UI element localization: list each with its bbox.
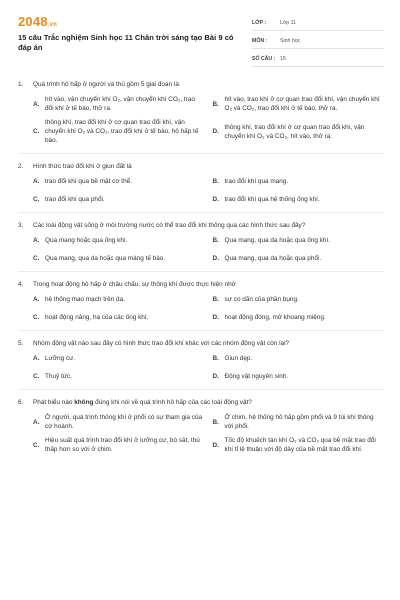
divider	[18, 330, 384, 331]
option-letter: A.	[33, 237, 40, 244]
option-text: trao đổi khí qua hệ thống ống khí.	[224, 196, 320, 203]
option-text: thông khí, trao đổi khí ở cơ quan trao đổi khí, vận chuyển khí O₂ và CO₂, hít vào, thở ra.	[224, 123, 365, 140]
question-6	[18, 398, 384, 454]
option-letter: C.	[33, 314, 40, 321]
option-text: sự co dãn của phần bụng.	[224, 296, 299, 303]
options	[18, 236, 384, 263]
meta-value: 15	[280, 56, 286, 62]
question-2	[18, 162, 384, 204]
option-text: Qua mang, qua da hoặc qua phổi.	[224, 255, 322, 262]
option-text: Giun dẹp.	[224, 355, 253, 362]
option-letter: C.	[33, 373, 40, 380]
options	[18, 295, 384, 322]
option-c[interactable]	[33, 313, 205, 322]
logo-suffix: .vn	[47, 22, 58, 28]
meta-row-subject	[252, 34, 384, 49]
option-d[interactable]	[213, 118, 385, 145]
options	[18, 354, 384, 381]
question-text	[33, 398, 384, 407]
option-text: hoạt động đóng, mở khoang miệng.	[224, 314, 326, 321]
option-text: hoạt động nâng, hạ của các ống khí.	[45, 314, 149, 321]
question-text: Quá trình hô hấp ở người và thú gồm 5 giai đoạn là	[33, 81, 179, 88]
option-letter: C.	[33, 196, 40, 203]
option-text: Ở người, quá trình thông khí ở phổi có sự tham gia của cơ hoành.	[45, 414, 203, 430]
option-text: trao đổi khí qua bề mặt cơ thể.	[45, 178, 132, 185]
option-text: Qua mang, qua da hoặc qua ống khí.	[224, 237, 331, 244]
option-c[interactable]	[33, 195, 205, 204]
option-text: Ở chim, hệ thống hô hấp gồm phổi và 9 túi khí thông với phổi.	[224, 414, 374, 430]
site-logo[interactable]	[18, 14, 57, 29]
question-number: 3.	[18, 222, 24, 229]
question-text: Nhóm động vật nào sau đây có hình thức trao đổi khí khác với các nhóm động vật còn lại?	[33, 340, 290, 347]
meta-row-count	[252, 52, 384, 67]
option-text: hệ thống mao mạch trên da.	[45, 296, 125, 303]
option-letter: B.	[212, 237, 219, 244]
option-c[interactable]	[33, 254, 205, 263]
option-a[interactable]	[33, 295, 205, 304]
option-text: Lưỡng cư.	[45, 355, 76, 362]
option-b[interactable]	[213, 236, 385, 245]
option-letter: C.	[33, 255, 40, 262]
option-letter: B.	[212, 178, 219, 185]
option-b[interactable]	[213, 354, 385, 363]
option-a[interactable]	[33, 177, 205, 186]
divider	[18, 389, 384, 390]
option-text: Hiệu suất quá trình trao đổi khí ở lưỡng cư, bò sát, thú thấp hơn so với ở chim.	[45, 437, 200, 453]
meta-value: Sinh học	[280, 38, 301, 44]
option-letter: B.	[212, 355, 219, 362]
options	[18, 413, 384, 454]
option-d[interactable]	[213, 436, 385, 454]
option-b[interactable]	[213, 413, 385, 431]
question-number: 2.	[18, 163, 24, 170]
option-d[interactable]	[213, 254, 385, 263]
option-a[interactable]	[33, 95, 205, 113]
option-text: Động vật nguyên sinh.	[224, 373, 289, 380]
option-letter: C.	[33, 128, 40, 135]
option-letter: D.	[212, 373, 219, 380]
option-letter: A.	[33, 296, 40, 303]
options	[18, 95, 384, 145]
option-text: Thuỷ tức.	[45, 373, 73, 380]
meta-info	[252, 16, 384, 70]
option-b[interactable]	[213, 95, 385, 113]
option-a[interactable]	[33, 413, 205, 431]
option-letter: A.	[33, 418, 40, 426]
option-c[interactable]	[33, 372, 205, 381]
option-a[interactable]	[33, 236, 205, 245]
option-letter: D.	[212, 196, 219, 203]
option-d[interactable]	[213, 313, 385, 322]
option-text: hít vào, vận chuyển khí O₂, vận chuyển khí CO₂, trao đổi khí ở tế bào, thở ra.	[45, 96, 195, 112]
option-letter: C.	[33, 441, 40, 449]
question-text: Các loài động vật sống ở môi trường nước có thể trao đổi khí thông qua các hình thức sau đây?	[33, 222, 306, 229]
option-letter: A.	[33, 178, 40, 185]
option-letter: B.	[212, 296, 219, 303]
meta-row-class	[252, 16, 384, 31]
meta-label: LỚP :	[252, 20, 267, 26]
option-d[interactable]	[213, 195, 385, 204]
question-4	[18, 280, 384, 322]
question-text-part: đúng khi nói về quá trình hô hấp của các loài động vật?	[93, 399, 252, 406]
option-text: Qua mang, qua da hoặc qua màng tế bào.	[45, 255, 166, 262]
option-b[interactable]	[213, 295, 385, 304]
meta-label: MÔN :	[252, 38, 268, 44]
option-letter: B.	[212, 100, 219, 108]
question-number: 6.	[18, 399, 24, 406]
question-number: 5.	[18, 340, 24, 347]
question-text: Hình thức trao đổi khí ở giun đất là	[33, 163, 132, 170]
option-text: trao đổi khí qua mang.	[224, 178, 289, 185]
question-1	[18, 80, 384, 145]
question-text: Trong hoạt động hô hấp ở châu chấu, sự thông khí được thực hiện nhờ	[33, 281, 236, 288]
option-text: Tốc độ khuếch tán khí O₂ và CO₂ qua bề mặt trao đổi khí tỉ lệ thuận với độ dày của bề mặt trao đổi khí.	[224, 437, 376, 453]
question-emphasis: không	[74, 399, 94, 406]
divider	[18, 212, 384, 213]
divider	[18, 271, 384, 272]
option-a[interactable]	[33, 354, 205, 363]
option-letter: D.	[212, 255, 219, 262]
option-letter: D.	[212, 441, 219, 449]
question-3	[18, 221, 384, 263]
option-text: thông khí, trao đổi khí ở cơ quan trao đổi khí, vận chuyển khí O₂ và CO₂, trao đổi khí ở tế bào, hô hấp tế bào.	[45, 119, 199, 144]
question-number: 4.	[18, 281, 24, 288]
option-text: Qua mang hoặc qua ống khí.	[45, 237, 128, 244]
option-letter: A.	[33, 100, 40, 108]
question-text-part: Phát biểu nào	[33, 399, 75, 406]
option-text: trao đổi khí qua phổi.	[45, 196, 105, 203]
option-c[interactable]	[33, 436, 205, 454]
option-letter: D.	[212, 128, 219, 135]
option-letter: A.	[33, 355, 40, 362]
divider	[18, 153, 384, 154]
option-letter: B.	[212, 418, 219, 426]
option-c[interactable]	[33, 118, 205, 145]
options	[18, 177, 384, 204]
option-b[interactable]	[213, 177, 385, 186]
option-d[interactable]	[213, 372, 385, 381]
document-title: 15 câu Trắc nghiệm Sinh học 11 Chân trời sáng tạo Bài 9 có đáp án	[18, 33, 234, 52]
question-number: 1.	[18, 81, 24, 88]
question-list	[18, 80, 384, 454]
question-5	[18, 339, 384, 381]
meta-value: Lớp 11	[280, 20, 296, 26]
meta-label: SỐ CÂU :	[252, 56, 276, 62]
logo-main: 2048	[18, 14, 48, 29]
option-text: hít vào, trao khí ở cơ quan trao đổi khí, vận chuyển khí O₂ và CO₂, trao đổi khí ở tế bào, thở ra.	[224, 96, 380, 112]
option-letter: D.	[212, 314, 219, 321]
